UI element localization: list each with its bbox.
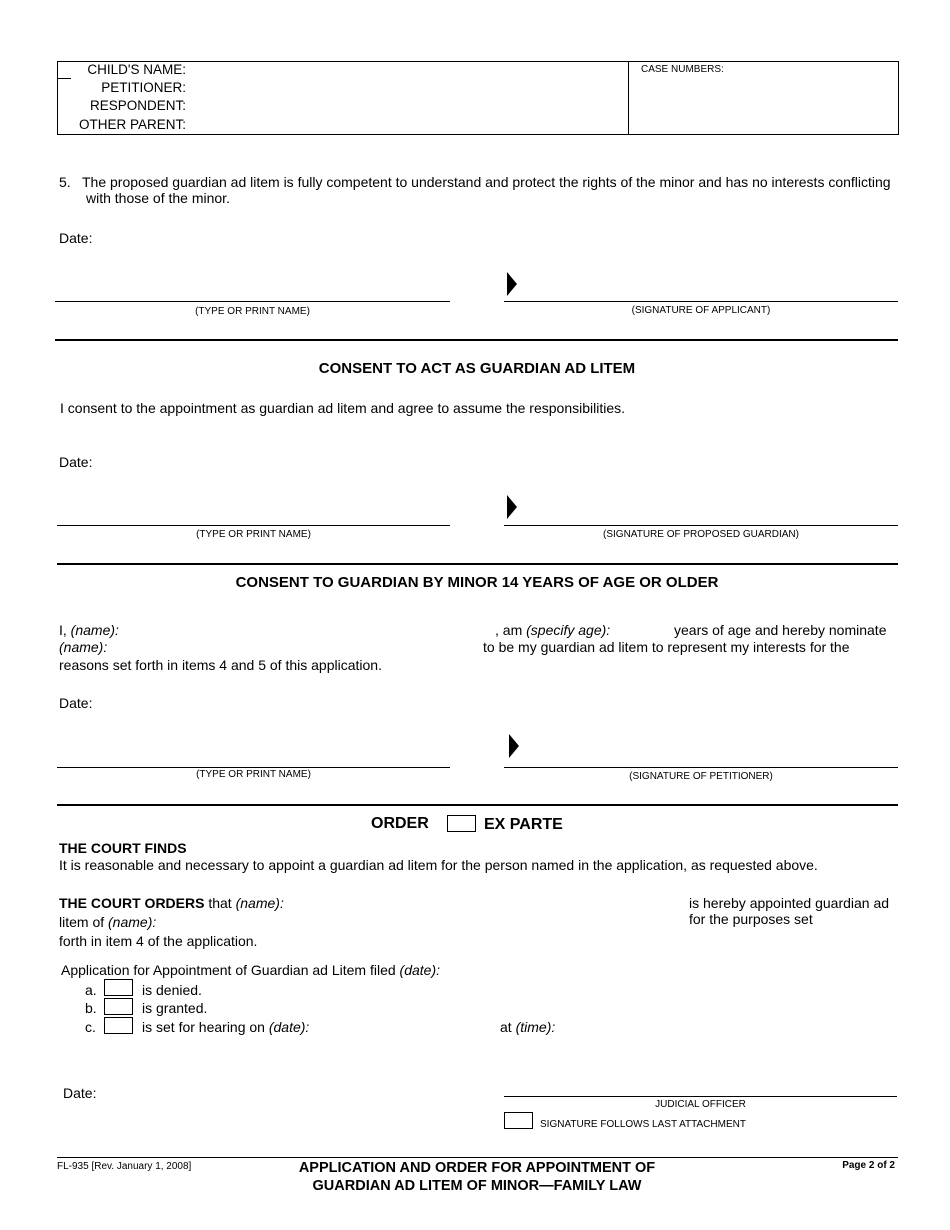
order-label: ORDER <box>371 815 429 832</box>
option-b-letter: b. <box>85 1000 97 1016</box>
consent-guardian-title: CONSENT TO ACT AS GUARDIAN AD LITEM <box>318 360 636 377</box>
date-label-2: Date: <box>59 454 93 470</box>
caption-divider <box>628 61 629 134</box>
footer-title-line2: GUARDIAN AD LITEM OF MINOR—FAMILY LAW <box>312 1178 642 1194</box>
name-caption-3: (TYPE OR PRINT NAME) <box>196 769 311 780</box>
minor-guardian-text: to be my guardian ad litem to represent my interests for the <box>483 639 850 655</box>
ex-parte-label: EX PARTE <box>484 816 563 833</box>
option-c-letter: c. <box>85 1019 96 1035</box>
childs-name-label: CHILD'S NAME: <box>87 62 186 77</box>
ex-parte-checkbox[interactable] <box>447 815 476 832</box>
page-number: Page 2 of 2 <box>842 1160 895 1171</box>
court-orders-line: THE COURT ORDERS that (name): <box>59 895 284 911</box>
name-line-1[interactable] <box>55 301 450 302</box>
option-b-checkbox[interactable] <box>104 998 133 1015</box>
option-c-checkbox[interactable] <box>104 1017 133 1034</box>
appointed-line1: is hereby appointed guardian ad <box>689 895 890 911</box>
signature-line-3[interactable] <box>504 767 898 768</box>
option-a-letter: a. <box>85 982 97 998</box>
respondent-label: RESPONDENT: <box>89 98 186 113</box>
signature-follows-checkbox[interactable] <box>504 1112 533 1129</box>
minor-years-text: years of age and hereby nominate <box>674 622 887 638</box>
petitioner-label: PETITIONER: <box>101 80 186 95</box>
case-numbers-label: CASE NUMBERS: <box>641 64 724 75</box>
judicial-officer-line[interactable] <box>504 1096 897 1097</box>
footer-title-line1: APPLICATION AND ORDER FOR APPOINTMENT OF <box>298 1160 656 1176</box>
signature-line-1[interactable] <box>504 301 898 302</box>
name-caption-1: (TYPE OR PRINT NAME) <box>195 306 310 317</box>
minor-age-line: , am (specify age): <box>495 622 611 638</box>
signature-caption-3: (SIGNATURE OF PETITIONER) <box>629 771 773 782</box>
date-label-3: Date: <box>59 695 93 711</box>
signature-follows-label: SIGNATURE FOLLOWS LAST ATTACHMENT <box>540 1119 746 1130</box>
item5-line2: with those of the minor. <box>86 190 230 206</box>
section-divider-2 <box>57 563 898 565</box>
option-a-checkbox[interactable] <box>104 979 133 996</box>
name-line-2[interactable] <box>57 525 450 526</box>
option-b-label: is granted. <box>142 1000 208 1016</box>
option-c-label: is set for hearing on (date): <box>142 1019 310 1035</box>
section-divider-3 <box>57 804 898 806</box>
hearing-time-label: at (time): <box>500 1019 556 1035</box>
item5-line1: The proposed guardian ad litem is fully competent to understand and protect the rights of the minor and has no interests conflicting <box>82 174 891 190</box>
minor-name-line: I, (name): <box>59 622 119 638</box>
name-line-3[interactable] <box>57 767 450 768</box>
signature-arrow-icon <box>509 734 519 758</box>
minor-nominee-name-label: (name): <box>59 639 108 655</box>
other-parent-label: OTHER PARENT: <box>78 117 186 132</box>
forth-text: forth in item 4 of the application. <box>59 933 258 949</box>
signature-caption-2: (SIGNATURE OF PROPOSED GUARDIAN) <box>603 529 799 540</box>
litem-of-line: litem of (name): <box>59 914 157 930</box>
court-finds-title: THE COURT FINDS <box>59 840 187 856</box>
signature-arrow-icon <box>507 495 517 519</box>
court-finds-text: It is reasonable and necessary to appoint a guardian ad litem for the person named in the application, as requested above. <box>59 857 818 873</box>
appointed-line2: for the purposes set <box>689 911 813 927</box>
signature-arrow-icon <box>507 272 517 296</box>
form-number: FL-935 [Rev. January 1, 2008] <box>57 1161 192 1172</box>
date-label-1: Date: <box>59 230 93 246</box>
signature-line-2[interactable] <box>504 525 898 526</box>
judicial-officer-caption: JUDICIAL OFFICER <box>655 1099 746 1110</box>
option-a-label: is denied. <box>142 982 202 998</box>
consent-minor-title: CONSENT TO GUARDIAN BY MINOR 14 YEARS OF AGE OR OLDER <box>235 574 719 591</box>
minor-reasons-text: reasons set forth in items 4 and 5 of this application. <box>59 657 382 673</box>
application-line: Application for Appointment of Guardian ad Litem filed (date): <box>61 962 441 978</box>
consent-guardian-text: I consent to the appointment as guardian ad litem and agree to assume the responsibilities. <box>60 400 626 416</box>
date-label-4: Date: <box>63 1085 97 1101</box>
name-caption-2: (TYPE OR PRINT NAME) <box>196 529 311 540</box>
signature-caption-1: (SIGNATURE OF APPLICANT) <box>631 305 771 316</box>
item5-number: 5. <box>59 174 71 190</box>
caption-corner-mark <box>57 78 71 79</box>
section-divider-1 <box>55 339 898 341</box>
footer-rule <box>57 1157 898 1158</box>
